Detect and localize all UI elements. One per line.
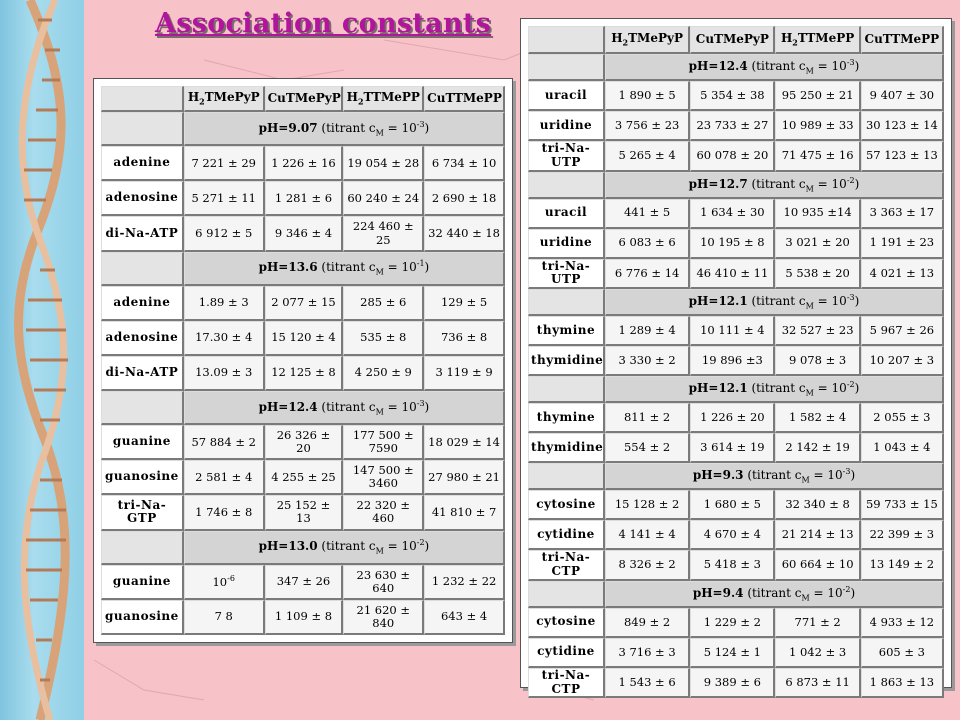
value-cell: 60 664 ± 10 — [775, 550, 860, 581]
header-h: H — [611, 30, 623, 45]
value-cell: 10 989 ± 33 — [775, 111, 860, 141]
value-cell: 9 346 ± 4 — [265, 216, 344, 251]
value-cell: 5 265 ± 4 — [605, 141, 690, 172]
titrant-close: ) — [850, 585, 856, 600]
ph-value: pH=12.4 — [688, 59, 748, 74]
compound-label: thymine — [528, 403, 605, 433]
value-cell: 3 756 ± 23 — [605, 111, 690, 141]
value-cell: 59 733 ± 15 — [861, 490, 944, 520]
ph-condition — [184, 531, 505, 565]
compound-label: adenine — [101, 146, 184, 181]
header-h: H — [780, 30, 793, 45]
ph-condition — [605, 54, 944, 81]
value-cell: 10 935 ±14 — [775, 199, 860, 229]
titrant-conc: = 10 — [387, 120, 417, 135]
value-cell: 4 021 ± 13 — [861, 259, 944, 290]
value-cell: 347 ± 26 — [265, 565, 344, 600]
titrant-exp: -3 — [846, 58, 855, 68]
value-cell: 1 634 ± 30 — [690, 199, 775, 229]
value-cell: 1 543 ± 6 — [605, 668, 690, 699]
table-row — [528, 346, 944, 376]
titrant-close: ) — [424, 260, 430, 275]
header-text-rest: TMePyP — [204, 89, 260, 104]
table-row — [101, 356, 505, 391]
titrant-exp: -1 — [416, 259, 425, 269]
table-row — [101, 216, 505, 251]
value-cell: 643 ± 4 — [424, 600, 505, 635]
table-row — [528, 111, 944, 141]
titrant-text: (titrant c — [751, 59, 806, 74]
titrant-sub: M — [375, 407, 384, 417]
value-cell: 4 141 ± 4 — [605, 520, 690, 550]
value-cell: 4 250 ± 9 — [343, 356, 424, 391]
titrant-text: (titrant c — [321, 539, 376, 554]
compound-label: cytidine — [528, 520, 605, 550]
value-cell: 5 124 ± 1 — [690, 638, 775, 668]
section-blank-cell — [528, 289, 605, 316]
corner-cell — [528, 26, 605, 54]
compound-label: adenosine — [101, 321, 184, 356]
ph-value: pH=12.4 — [258, 399, 318, 414]
titrant-sub: M — [805, 66, 814, 76]
value-cell: 19 054 ± 28 — [343, 146, 424, 181]
value-cell: 771 ± 2 — [775, 608, 860, 638]
ph-value: pH=12.1 — [688, 294, 748, 309]
value-cell: 13.09 ± 3 — [184, 356, 265, 391]
page-title: Association constants — [155, 8, 492, 39]
value-cell: 21 214 ± 13 — [775, 520, 860, 550]
titrant-exp: -2 — [416, 538, 425, 548]
ph-condition — [184, 391, 505, 425]
titrant-sub: M — [375, 128, 384, 138]
value-cell: 23 733 ± 27 — [690, 111, 775, 141]
dna-helix-icon — [0, 0, 84, 720]
value-cell: 46 410 ± 11 — [690, 259, 775, 290]
section-blank-cell — [101, 252, 184, 286]
compound-label: cytosine — [528, 490, 605, 520]
right-table-body — [528, 26, 944, 698]
titrant-conc: = 10 — [817, 59, 847, 74]
value-cell: 1 582 ± 4 — [775, 403, 860, 433]
value-cell: 5 538 ± 20 — [775, 259, 860, 290]
ph-value: pH=9.07 — [258, 120, 318, 135]
titrant-conc: = 10 — [387, 539, 417, 554]
table-row — [528, 490, 944, 520]
value-cell: 22 399 ± 3 — [861, 520, 944, 550]
titrant-exp: -3 — [842, 467, 851, 477]
table-row — [528, 229, 944, 259]
value-cell: 1 680 ± 5 — [690, 490, 775, 520]
value-cell: 18 029 ± 14 — [424, 425, 505, 460]
value-cell: 8 326 ± 2 — [605, 550, 690, 581]
titrant-close: ) — [854, 176, 860, 191]
table-row — [101, 146, 505, 181]
compound-label: guanine — [101, 425, 184, 460]
value-cell: 95 250 ± 21 — [775, 81, 860, 111]
titrant-close: ) — [850, 468, 856, 483]
value-cell: 4 255 ± 25 — [265, 460, 344, 495]
value-cell: 1 746 ± 8 — [184, 495, 265, 530]
titrant-text: (titrant c — [747, 585, 802, 600]
table-row — [528, 81, 944, 111]
compound-label: tri-Na-UTP — [528, 141, 605, 172]
ph-value: pH=12.1 — [688, 381, 748, 396]
value-cell: 10 207 ± 3 — [861, 346, 944, 376]
titrant-conc: = 10 — [387, 260, 417, 275]
table-row — [101, 600, 505, 635]
value-cell: 2 690 ± 18 — [424, 181, 505, 216]
value-cell: 13 149 ± 2 — [861, 550, 944, 581]
section-blank-cell — [528, 54, 605, 81]
ph-condition — [184, 252, 505, 286]
value-cell: 9 407 ± 30 — [861, 81, 944, 111]
section-blank-cell — [528, 172, 605, 199]
titrant-close: ) — [854, 59, 860, 74]
compound-label: cytosine — [528, 608, 605, 638]
titrant-text: (titrant c — [751, 381, 806, 396]
titrant-conc: = 10 — [387, 399, 417, 414]
value-base: 10 — [212, 575, 228, 590]
titrant-conc: = 10 — [813, 585, 843, 600]
value-cell: 10 195 ± 8 — [690, 229, 775, 259]
value-cell: 1.89 ± 3 — [184, 286, 265, 321]
value-cell: 535 ± 8 — [343, 321, 424, 356]
value-cell: 554 ± 2 — [605, 433, 690, 463]
value-cell: 41 810 ± 7 — [424, 495, 505, 530]
value-cell: 60 078 ± 20 — [690, 141, 775, 172]
table-row — [101, 286, 505, 321]
titrant-sub: M — [801, 593, 810, 603]
value-cell: 1 042 ± 3 — [775, 638, 860, 668]
value-cell: 25 152 ± 13 — [265, 495, 344, 530]
compound-label: tri-Na-CTP — [528, 550, 605, 581]
titrant-sub: M — [805, 301, 814, 311]
compound-label: di-Na-ATP — [101, 356, 184, 391]
value-cell: 27 980 ± 21 — [424, 460, 505, 495]
column-header: CuTTMePP — [424, 86, 505, 112]
right-table-panel — [520, 18, 952, 696]
titrant-close: ) — [424, 120, 430, 135]
value-cell: 2 142 ± 19 — [775, 433, 860, 463]
left-table-body — [101, 86, 505, 635]
value-cell: 15 120 ± 4 — [265, 321, 344, 356]
titrant-text: (titrant c — [751, 176, 806, 191]
value-cell: 1 226 ± 20 — [690, 403, 775, 433]
header-sub: 2 — [622, 37, 629, 48]
table-row — [101, 181, 505, 216]
value-cell: 30 123 ± 14 — [861, 111, 944, 141]
value-cell: 6 776 ± 14 — [605, 259, 690, 290]
value-cell: 60 240 ± 24 — [343, 181, 424, 216]
value-cell: 9 078 ± 3 — [775, 346, 860, 376]
value-cell: 3 363 ± 17 — [861, 199, 944, 229]
value-cell: 6 083 ± 6 — [605, 229, 690, 259]
value-cell: 441 ± 5 — [605, 199, 690, 229]
value-cell: 177 500 ± 7590 — [343, 425, 424, 460]
value-cell: 26 326 ± 20 — [265, 425, 344, 460]
value-cell: 3 716 ± 3 — [605, 638, 690, 668]
compound-label: uridine — [528, 111, 605, 141]
table-row — [528, 141, 944, 172]
compound-label: guanine — [101, 565, 184, 600]
value-cell: 5 354 ± 38 — [690, 81, 775, 111]
section-blank-cell — [101, 112, 184, 146]
titrant-exp: -2 — [846, 175, 855, 185]
column-header — [184, 86, 265, 112]
compound-label: thymine — [528, 316, 605, 346]
value-cell: 10 111 ± 4 — [690, 316, 775, 346]
titrant-sub: M — [801, 475, 810, 485]
column-header — [605, 26, 690, 54]
titrant-close: ) — [854, 381, 860, 396]
value-cell: 1 890 ± 5 — [605, 81, 690, 111]
value-cell: 5 271 ± 11 — [184, 181, 265, 216]
value-cell: 1 191 ± 23 — [861, 229, 944, 259]
compound-label: uridine — [528, 229, 605, 259]
value-cell: 15 128 ± 2 — [605, 490, 690, 520]
ph-condition — [605, 172, 944, 199]
value-cell: 32 340 ± 8 — [775, 490, 860, 520]
titrant-conc: = 10 — [817, 294, 847, 309]
column-header — [775, 26, 860, 54]
compound-label: uracil — [528, 199, 605, 229]
header-sub: 2 — [199, 96, 205, 107]
value-cell: 4 933 ± 12 — [861, 608, 944, 638]
value-cell: 849 ± 2 — [605, 608, 690, 638]
table-row — [528, 199, 944, 229]
value-cell: 7 221 ± 29 — [184, 146, 265, 181]
compound-label: tri-Na-CTP — [528, 668, 605, 699]
compound-label: thymidine — [528, 433, 605, 463]
section-blank-cell — [528, 376, 605, 403]
compound-label: guanosine — [101, 600, 184, 635]
header-h: H — [187, 89, 200, 104]
left-table — [101, 86, 505, 635]
value-cell: 736 ± 8 — [424, 321, 505, 356]
column-header: CuTTMePP — [861, 26, 944, 54]
right-table — [528, 26, 944, 698]
titrant-exp: -2 — [846, 380, 855, 390]
ph-value: pH=12.7 — [688, 176, 748, 191]
compound-label: adenosine — [101, 181, 184, 216]
value-cell: 129 ± 5 — [424, 286, 505, 321]
value-cell: 57 884 ± 2 — [184, 425, 265, 460]
header-h: H — [346, 89, 358, 104]
ph-condition — [605, 376, 944, 403]
table-row — [101, 495, 505, 530]
value-cell: 57 123 ± 13 — [861, 141, 944, 172]
compound-label: di-Na-ATP — [101, 216, 184, 251]
ph-condition — [605, 463, 944, 490]
header-sub: 2 — [357, 96, 364, 107]
header-text-rest: TMePyP — [628, 30, 683, 45]
titrant-sub: M — [805, 184, 814, 194]
table-row — [101, 565, 505, 600]
value-cell: 2 077 ± 15 — [265, 286, 344, 321]
value-cell: 224 460 ± 25 — [343, 216, 424, 251]
titrant-text: (titrant c — [321, 399, 376, 414]
table-row — [528, 433, 944, 463]
corner-cell — [101, 86, 184, 112]
value-cell: 22 320 ± 460 — [343, 495, 424, 530]
value-cell: 3 330 ± 2 — [605, 346, 690, 376]
value-cell: 1 289 ± 4 — [605, 316, 690, 346]
value-cell: 23 630 ± 640 — [343, 565, 424, 600]
ph-value: pH=13.0 — [258, 539, 318, 554]
titrant-sub: M — [375, 267, 384, 277]
value-cell: 6 734 ± 10 — [424, 146, 505, 181]
value-cell: 3 614 ± 19 — [690, 433, 775, 463]
value-cell: 9 389 ± 6 — [690, 668, 775, 699]
table-row — [528, 668, 944, 699]
compound-label: uracil — [528, 81, 605, 111]
header-text-rest: TTMePP — [797, 30, 855, 45]
value-cell: 21 620 ± 840 — [343, 600, 424, 635]
compound-label: thymidine — [528, 346, 605, 376]
value-cell: 2 581 ± 4 — [184, 460, 265, 495]
value-exp: -6 — [227, 574, 235, 584]
ph-value: pH=9.4 — [692, 585, 744, 600]
value-cell: 71 475 ± 16 — [775, 141, 860, 172]
value-cell: 5 967 ± 26 — [861, 316, 944, 346]
ph-condition — [605, 581, 944, 608]
compound-label: tri-Na- GTP — [101, 495, 184, 530]
dna-helix-strip — [0, 0, 84, 720]
value-cell: 1 229 ± 2 — [690, 608, 775, 638]
table-row — [528, 608, 944, 638]
compound-label: adenine — [101, 286, 184, 321]
compound-label: cytidine — [528, 638, 605, 668]
section-blank-cell — [528, 581, 605, 608]
table-row — [528, 638, 944, 668]
ph-value: pH=13.6 — [258, 260, 318, 275]
section-blank-cell — [101, 391, 184, 425]
titrant-text: (titrant c — [751, 294, 806, 309]
value-cell: 1 281 ± 6 — [265, 181, 344, 216]
table-row — [528, 316, 944, 346]
titrant-conc: = 10 — [817, 381, 847, 396]
value-cell: 4 670 ± 4 — [690, 520, 775, 550]
titrant-close: ) — [424, 539, 430, 554]
compound-label: tri-Na-UTP — [528, 259, 605, 290]
value-cell: 17.30 ± 4 — [184, 321, 265, 356]
table-row — [528, 259, 944, 290]
column-header — [343, 86, 424, 112]
ph-condition — [605, 289, 944, 316]
value-cell: 1 863 ± 13 — [861, 668, 944, 699]
table-row — [528, 403, 944, 433]
value-cell — [184, 565, 265, 600]
section-blank-cell — [101, 531, 184, 565]
section-blank-cell — [528, 463, 605, 490]
value-cell: 3 021 ± 20 — [775, 229, 860, 259]
ph-condition — [184, 112, 505, 146]
value-cell: 1 043 ± 4 — [861, 433, 944, 463]
titrant-text: (titrant c — [321, 120, 376, 135]
titrant-text: (titrant c — [321, 260, 376, 275]
header-sub: 2 — [792, 37, 798, 48]
value-cell: 147 500 ± 3460 — [343, 460, 424, 495]
value-cell: 32 527 ± 23 — [775, 316, 860, 346]
value-cell: 811 ± 2 — [605, 403, 690, 433]
titrant-sub: M — [805, 388, 814, 398]
titrant-exp: -3 — [846, 293, 855, 303]
value-cell: 5 418 ± 3 — [690, 550, 775, 581]
titrant-close: ) — [854, 294, 860, 309]
column-header: CuTMePyP — [265, 86, 344, 112]
value-cell: 12 125 ± 8 — [265, 356, 344, 391]
value-cell: 6 912 ± 5 — [184, 216, 265, 251]
titrant-text: (titrant c — [747, 468, 802, 483]
ph-value: pH=9.3 — [692, 468, 744, 483]
value-cell: 605 ± 3 — [861, 638, 944, 668]
value-cell: 19 896 ±3 — [690, 346, 775, 376]
value-cell: 3 119 ± 9 — [424, 356, 505, 391]
titrant-exp: -3 — [416, 398, 425, 408]
titrant-exp: -3 — [416, 119, 425, 129]
value-cell: 285 ± 6 — [343, 286, 424, 321]
value-cell: 1 226 ± 16 — [265, 146, 344, 181]
titrant-conc: = 10 — [813, 468, 843, 483]
column-header: CuTMePyP — [690, 26, 775, 54]
value-cell: 1 232 ± 22 — [424, 565, 505, 600]
value-cell: 6 873 ± 11 — [775, 668, 860, 699]
titrant-exp: -2 — [842, 584, 851, 594]
header-text-rest: TTMePP — [363, 89, 420, 104]
value-cell: 2 055 ± 3 — [861, 403, 944, 433]
table-row — [528, 550, 944, 581]
table-row — [528, 520, 944, 550]
titrant-close: ) — [424, 399, 430, 414]
compound-label: guanosine — [101, 460, 184, 495]
titrant-conc: = 10 — [817, 176, 847, 191]
value-cell: 32 440 ± 18 — [424, 216, 505, 251]
table-row — [101, 321, 505, 356]
value-cell: 1 109 ± 8 — [265, 600, 344, 635]
table-row — [101, 425, 505, 460]
table-row — [101, 460, 505, 495]
value-cell: 7 8 — [184, 600, 265, 635]
left-table-panel — [93, 78, 513, 643]
titrant-sub: M — [375, 546, 384, 556]
